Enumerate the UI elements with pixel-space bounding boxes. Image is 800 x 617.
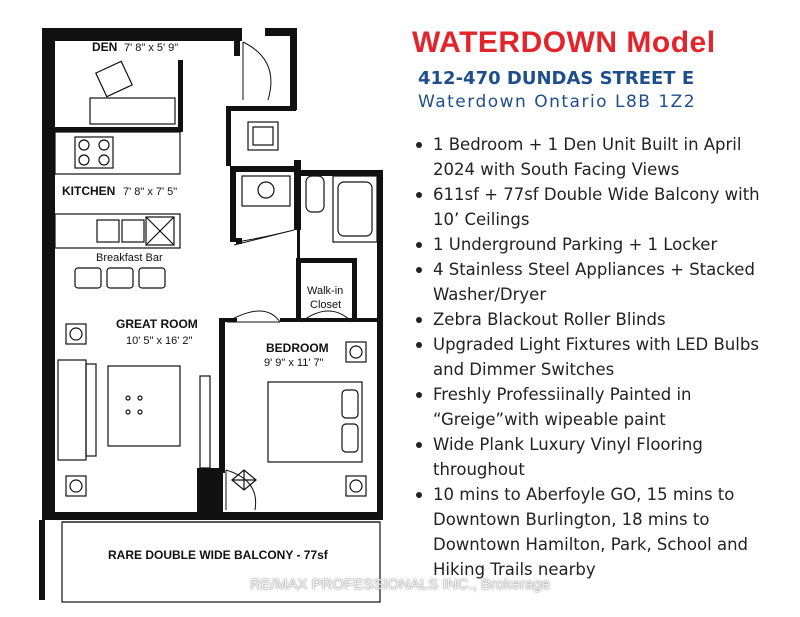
street-address: 412-470 DUNDAS STREET E — [418, 68, 695, 89]
bathroom-fixtures — [242, 176, 377, 242]
feature-item — [414, 257, 786, 307]
den-dims: 7' 8" x 5' 9" — [124, 42, 179, 54]
great-room-label: GREAT ROOM — [116, 317, 198, 331]
den-furniture — [90, 61, 175, 124]
feature-text: Wide Plank Luxury Vinyl Flooring throughout — [433, 435, 703, 479]
model-title: WATERDOWN Model — [412, 26, 716, 59]
bedroom-label: BEDROOM — [266, 341, 329, 355]
bullet-icon — [416, 142, 422, 148]
feature-text: Freshly Professiinally Painted in “Greige”with wipeable paint — [433, 385, 692, 429]
kitchen-counter — [55, 132, 180, 174]
feature-item — [414, 332, 786, 382]
laundry-appliance — [248, 122, 278, 150]
breakfast-bar-label: Breakfast Bar — [96, 252, 163, 264]
bullet-icon — [416, 342, 422, 348]
feature-text: 1 Bedroom + 1 Den Unit Built in April 2024 with South Facing Views — [433, 135, 742, 179]
feature-item — [414, 482, 786, 582]
feature-text: Zebra Blackout Roller Blinds — [433, 310, 666, 329]
walkin-closet-label-2: Closet — [310, 299, 342, 311]
walkin-closet-label-1: Walk-in — [307, 285, 344, 297]
bullet-icon — [416, 242, 422, 248]
doors — [226, 42, 352, 510]
feature-text: 10 mins to Aberfoyle GO, 15 mins to Downtown Burlington, 18 mins to Downtown Hamilton, Park, School and Hiking Trails nearby — [433, 485, 748, 579]
feature-list — [414, 132, 786, 582]
bedroom-dims: 9' 9" x 11' 7" — [264, 357, 324, 369]
great-room-furniture — [58, 324, 210, 496]
bar-stools — [75, 268, 165, 288]
great-room-dims: 10' 5" x 16' 2" — [126, 335, 193, 347]
feature-text: 611sf + 77sf Double Wide Balcony with 10’ Ceilings — [433, 185, 760, 229]
feature-item — [414, 132, 786, 182]
bullet-icon — [416, 192, 422, 198]
feature-item — [414, 432, 786, 482]
balcony-label: RARE DOUBLE WIDE BALCONY - 77sf — [108, 548, 328, 562]
bullet-icon — [416, 442, 422, 448]
city-line: Waterdown Ontario L8B 1Z2 — [418, 92, 697, 112]
feature-item — [414, 382, 786, 432]
kitchen-label: KITCHEN — [62, 184, 116, 198]
bullet-icon — [416, 267, 422, 273]
bullet-icon — [416, 392, 422, 398]
feature-text: 1 Underground Parking + 1 Locker — [433, 235, 718, 254]
den-label: DEN — [92, 40, 118, 54]
feature-text: Upgraded Light Fixtures with LED Bulbs and Dimmer Switches — [433, 335, 759, 379]
bullet-icon — [416, 317, 422, 323]
brokerage-watermark: RE/MAX PROFESSIONALS INC., Brokerage — [249, 576, 551, 593]
bullet-icon — [416, 492, 422, 498]
kitchen-dims: 7' 8" x 7' 5" — [123, 186, 178, 198]
feature-item — [414, 232, 786, 257]
exterior-walls — [42, 28, 383, 520]
feature-item — [414, 182, 786, 232]
feature-item — [414, 307, 786, 332]
kitchen-island — [55, 214, 180, 248]
interior-walls — [55, 36, 380, 514]
feature-text: 4 Stainless Steel Appliances + Stacked Washer/Dryer — [433, 260, 755, 304]
